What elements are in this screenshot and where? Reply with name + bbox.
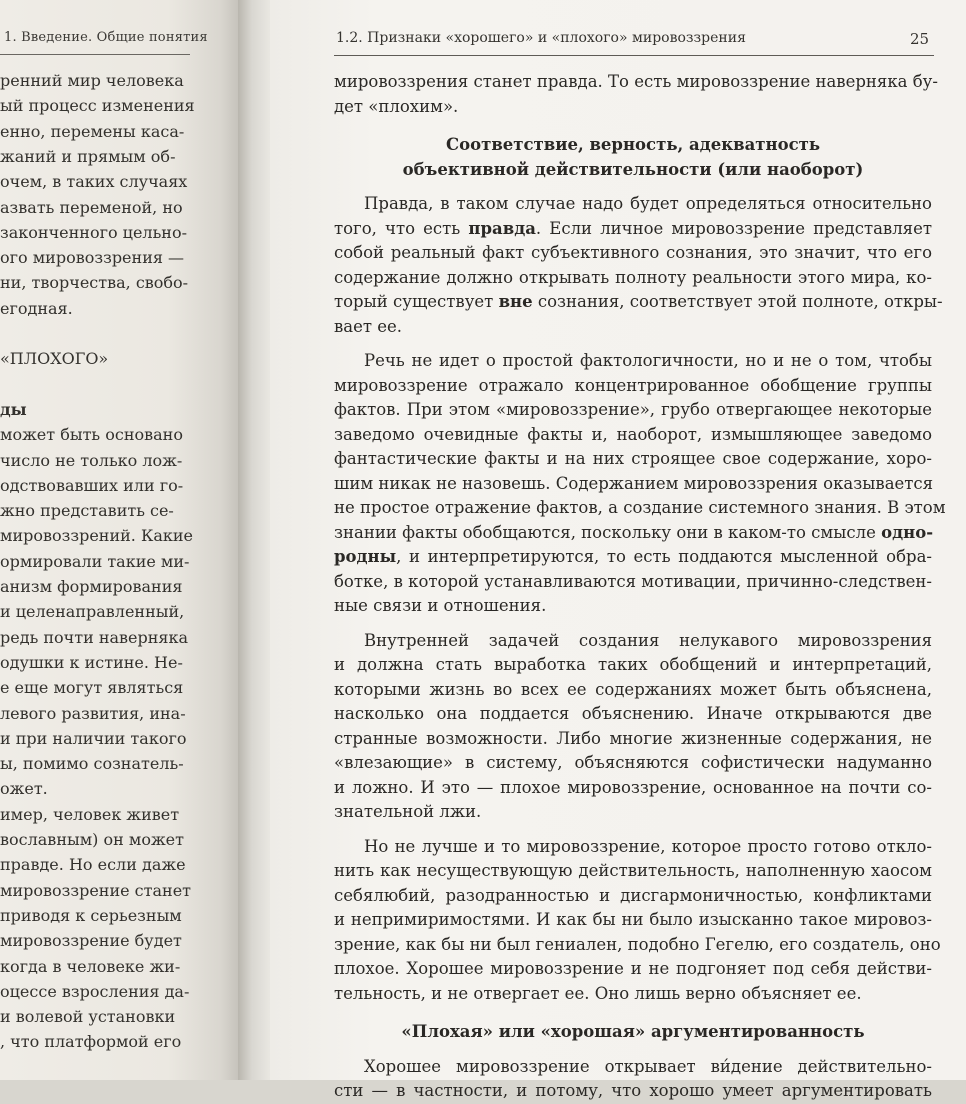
text-line: плохое. Хорошее мировоззрение и не подгоняет под себя действи-	[334, 959, 932, 978]
text-line: ботке, в которой устанавливаются мотивации, причинно-следствен-	[334, 571, 932, 591]
left-text-line: может быть основано	[0, 425, 183, 445]
left-text-line: анизм формирования	[0, 577, 183, 596]
left-text-line: оцессе взросления да-	[0, 981, 190, 1001]
text-line: насколько она поддается объяснению. Иначе открываются две	[334, 704, 932, 723]
text-line: фактов. При этом «мировоззрение», грубо отвергающее некоторые	[334, 400, 932, 419]
left-text-line: жаний и прямым об-	[0, 146, 176, 166]
left-text-line: ни, творчества, свобо-	[0, 273, 189, 293]
text-line: странные возможности. Либо многие жизненные содержания, не	[334, 728, 932, 748]
text-line: собой реальный факт субъективного сознания, это значит, что его	[334, 243, 932, 262]
text-line: знательной лжи.	[334, 802, 482, 821]
text-line: и ложно. И это — плохое мировоззрение, основанное на почти со-	[334, 777, 932, 797]
text-line: Хорошее мировоззрение открывает ви́дение действительно-	[364, 1056, 932, 1076]
section-heading-line: объективной действительности (или наоборот)	[402, 159, 864, 179]
left-text-line: мировоззрение будет	[0, 931, 182, 951]
left-text-line: одствовавших или го-	[0, 475, 184, 495]
text-line: нить как несуществующую действительность, наполненную хаосом	[334, 861, 932, 880]
left-text-line: егодная.	[0, 298, 73, 318]
text-line: тельность, и не отвергает ее. Оно лишь верно объясняет ее.	[334, 983, 862, 1003]
text-line: знании факты обобщаются, поскольку они в каком-то смысле одно-	[334, 522, 934, 542]
left-page	[0, 0, 240, 1080]
left-text-line: азвать переменой, но	[0, 197, 183, 217]
text-line: которыми жизнь во всех ее содержаниях может быть объяснена,	[334, 679, 932, 699]
text-line: Речь не идет о простой фактологичности, но и не о том, чтобы	[364, 351, 932, 370]
page-number: 25	[910, 30, 930, 48]
text-line: торый существует вне сознания, соответствует этой полноте, откры-	[334, 292, 943, 311]
left-text-line: ренний мир человека	[0, 71, 184, 90]
text-line: и непримиримостями. И как бы ни было изысканно такое мировоз-	[334, 910, 932, 929]
text-line: вает ее.	[334, 316, 403, 336]
left-text-line: , что платформой его	[0, 1032, 182, 1052]
left-text-line: мировоззрение станет	[0, 880, 192, 900]
text-line: Но не лучше и то мировоззрение, которое просто готово откло-	[364, 836, 932, 856]
section-heading-line: Соответствие, верность, адекватность	[445, 135, 821, 154]
left-text-line: и целенаправленный,	[0, 602, 185, 622]
left-text-line: ожет.	[0, 779, 48, 799]
left-text-line: редь почти наверняка	[0, 627, 189, 647]
left-section-heading: ды	[0, 399, 27, 419]
text-line: Правда, в таком случае надо будет определяться относительно	[364, 194, 932, 213]
section-heading: «Плохая» или «хорошая» аргументированность	[401, 1022, 865, 1041]
left-text-line: очем, в таких случаях	[0, 172, 188, 192]
left-header-rule	[0, 54, 190, 55]
emphasis: правда	[468, 218, 536, 238]
text-line: фантастические факты и на них строящее свое содержание, хоро-	[334, 449, 932, 468]
emphasis: вне	[498, 292, 533, 311]
right-running-head: 1.2. Признаки «хорошего» и «плохого» мировоззрения	[336, 30, 746, 46]
emphasis: родны	[334, 547, 397, 566]
left-text-line: число не только лож-	[0, 450, 183, 470]
text-line: Внутренней задачей создания нелукавого мировоззрения	[364, 630, 932, 650]
text-line: себялюбий, разодранностью и дисгармоничностью, конфликтами	[334, 885, 932, 905]
emphasis: одно-	[881, 522, 934, 542]
right-header-rule	[334, 55, 934, 56]
left-text-line: левого развития, ина-	[0, 703, 186, 723]
text-line: заведомо очевидные факты и, наоборот, измышляющее заведомо	[334, 424, 932, 444]
left-text-line: законченного цельно-	[0, 222, 188, 242]
left-text-line: «ПЛОХОГО»	[0, 349, 109, 369]
left-text-line: ы, помимо сознатель-	[0, 754, 184, 774]
text-line: дет «плохим».	[334, 96, 459, 116]
text-line: мировоззрения станет правда. То есть мировоззрение наверняка бу-	[334, 72, 938, 91]
left-text-line: и при наличии такого	[0, 728, 187, 748]
text-line: зрение, как бы ни был гениален, подобно Гегелю, его создатель, оно	[334, 934, 941, 954]
left-text-line: ый процесс изменения	[0, 96, 195, 116]
text-line: содержание должно открывать полноту реальности этого мира, ко-	[334, 267, 932, 287]
text-line: и должна стать выработка таких обобщений и интерпретаций,	[334, 655, 932, 674]
left-text-line: ого мировоззрения —	[0, 248, 185, 268]
text-line: сти — в частности, и потому, что хорошо умеет аргументировать	[334, 1081, 932, 1100]
text-line: мировоззрение отражало концентрированное обобщение группы	[334, 375, 932, 395]
left-text-line: правде. Но если даже	[0, 855, 186, 875]
text-line: шим никак не назовешь. Содержанием мировоззрения оказывается	[334, 473, 934, 493]
text-line: ные связи и отношения.	[334, 596, 547, 615]
text-line: «влезающие» в систему, объясняются софистически надуманно	[334, 753, 932, 772]
left-text-line: ормировали такие ми-	[0, 551, 190, 571]
page-body	[334, 70, 946, 1104]
left-running-head: 1. Введение. Общие понятия	[4, 30, 208, 45]
text-line: родны, и интерпретируются, то есть поддаются мысленной обра-	[334, 547, 932, 566]
text-line: не простое отражение фактов, а создание системного знания. В этом	[334, 498, 946, 517]
left-text-line: имер, человек живет	[0, 804, 180, 824]
left-text-line: е еще могут являться	[0, 678, 184, 698]
left-text-line: приводя к серьезным	[0, 905, 182, 925]
text-line: того, что есть правда. Если личное мировоззрение представляет	[334, 218, 932, 238]
left-text-line: вославным) он может	[0, 830, 184, 849]
left-text-line: жно представить се-	[0, 501, 174, 521]
right-page	[270, 0, 966, 1100]
left-text-line: енно, перемены каса-	[0, 121, 185, 141]
left-text-line: одушки к истине. Не-	[0, 652, 183, 672]
left-text-line: мировоззрений. Какие	[0, 526, 194, 546]
left-text-line: и волевой установки	[0, 1007, 176, 1027]
left-text-line: когда в человеке жи-	[0, 956, 181, 976]
